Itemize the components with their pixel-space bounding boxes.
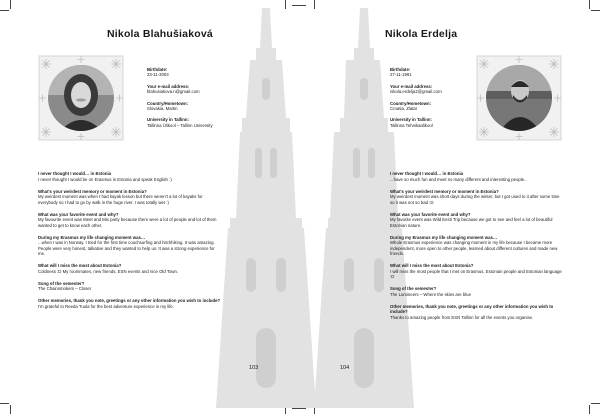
- profile-photo: [486, 65, 552, 131]
- qa-item: Song of the semester? The Chainsmokers – Closer: [38, 280, 92, 291]
- profile-photo: [48, 65, 114, 131]
- qa-item: I never thought I would… in Estonia I never thought I would be on Erasmus in Estonia and speak English :): [38, 171, 172, 182]
- bio-email: Your e-mail address: blahusiakova.n@gmail.com: [147, 83, 200, 95]
- profile-name: Nikola Blahušiaková: [107, 28, 213, 40]
- crop-mark: [589, 405, 590, 414]
- bio-hometown: Country/Hometown: Slovakia, Martin: [147, 100, 189, 112]
- right-page: [315, 0, 570, 414]
- qa-item: What was your favorite event and why? My favourite event was Meet and Mix party because there were a lot of people and lot of them wanted to get to know each other.: [38, 211, 217, 228]
- questionnaire: [38, 171, 222, 316]
- qa-item: Song of the semester? The Lumineers – Where the skies are blue: [390, 286, 471, 297]
- bio-hometown: Country/Hometown: Croatia, Zlatar: [390, 100, 432, 112]
- crop-mark: [0, 10, 9, 11]
- bio-details: [147, 67, 277, 134]
- bio-email: Your e-mail address: nikola.erdelja2@gmail.com: [390, 83, 442, 95]
- profile-photo-frame: [476, 55, 562, 141]
- qa-item: What's your weirdest memory or moment in Estonia? My weirdest moment was short days during the winter, but I got used to it after some time so it was not so bad :D: [390, 188, 560, 205]
- crop-mark: [591, 10, 600, 11]
- profile-photo-frame: [38, 55, 124, 141]
- qa-item: During my Erasmus my life changing moment was… Whole Erasmus experience was changing moment in my life because I became more independent, more open to other people, learned about different cultures and made new friends.: [390, 234, 558, 256]
- qa-item: What's your weirdest memory or moment in Estonia? My weirdest moment was when I had kayak lesson but there weren't a lot of kayaks for everybody so I had to go by walk in the huge river. I was totally wet :): [38, 188, 203, 205]
- bio-university: University in Tallinn: Tallinna Ülikool – Tallinn University: [147, 117, 213, 128]
- bio-birthdate: Birthdate: 23-11-2003: [147, 67, 169, 78]
- bio-birthdate: Birthdate: 27-11-1991: [390, 67, 412, 78]
- qa-item: What will I miss the most about Estonia? Coldness :D My roommates, new friends, ESN events and nice Old Town.: [38, 263, 179, 274]
- left-page: [30, 0, 285, 414]
- crop-mark: [589, 0, 590, 9]
- crop-mark: [292, 408, 306, 409]
- page-number: 104: [340, 365, 350, 371]
- questionnaire: [390, 171, 562, 327]
- crop-mark: [0, 403, 9, 404]
- crop-mark: [292, 5, 306, 6]
- page-number: 103: [249, 365, 259, 371]
- crop-mark: [10, 0, 11, 9]
- qa-item: During my Erasmus my life changing moment was… ...when I was in Norway. I tried for the first time couchsurfing and hitchhiking. It was amazing. People were very honest, talkative and they wanted to help us. It was a strong experience for me.: [38, 234, 215, 256]
- qa-item: I never thought I would… in Estonia ...have so much fun and meet so many different and interesting people..: [390, 171, 527, 182]
- bio-university: University in Tallinn: Tallinna Tehnikaülikool: [390, 117, 433, 128]
- qa-item: What will I miss the most about Estonia? I will miss the most people that I met on Erasmus, Estonian people and Estonian language :D: [390, 263, 562, 279]
- crop-mark: [10, 405, 11, 414]
- profile-name: Nikola Erdelja: [385, 28, 458, 40]
- crop-mark: [591, 403, 600, 404]
- qa-item: Other memories, thank you note, greetings or any other information you wish to include? I'm grateful to Reeda Tuula for the best adventure experience in my life.: [38, 298, 221, 309]
- qa-item: What was your favorite event and why? My favorite event was Wild Eesti Trip because we got to see and feel a lot of beautiful Estonian nature.: [390, 211, 553, 228]
- bio-details: [390, 67, 490, 134]
- qa-item: Other memories, thank you note, greetings or any other information you wish to include? Thanks to amazing people from ESN Tallinn for all the events you organise.: [390, 303, 554, 320]
